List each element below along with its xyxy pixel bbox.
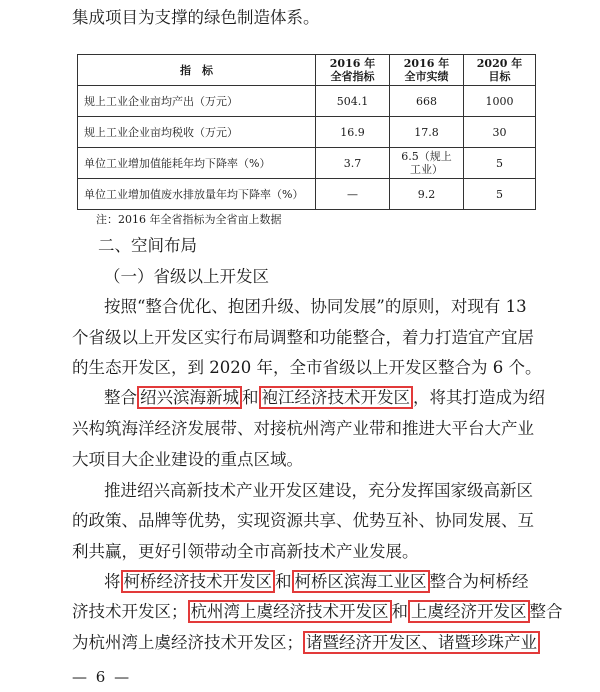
table-cell: 16.9	[316, 117, 390, 148]
intro-tail-line: 集成项目为支撑的绿色制造体系。	[72, 8, 320, 27]
paragraph-line: 利共赢，更好引领带动全市高新技术产业发展。	[72, 542, 419, 561]
table-cell: 单位工业增加值能耗年均下降率（%）	[78, 148, 316, 179]
highlight-box: 柯桥区滨海工业区	[292, 570, 430, 593]
highlight-box: 杭州湾上虞经济技术开发区	[188, 600, 392, 623]
section-heading: 二、空间布局	[98, 236, 197, 255]
highlight-box: 袍江经济技术开发区	[259, 386, 414, 409]
highlight-box: 柯桥经济技术开发区	[121, 570, 276, 593]
table-cell: 6.5（规上 工业）	[390, 148, 464, 179]
paragraph-line: 整合 绍兴滨海新城 和 袍江经济技术开发区 ，将其打造成为绍	[104, 388, 545, 407]
table-cell: 5	[464, 179, 536, 210]
table-cell: 1000	[464, 86, 536, 117]
table-row	[78, 179, 536, 210]
paragraph-line: 为杭州湾上虞经济技术开发区； 诸暨经济开发区、诸暨珍珠产业	[72, 633, 600, 653]
table-row	[78, 86, 536, 117]
table-header-row	[78, 55, 536, 86]
highlight-box: 绍兴滨海新城	[137, 386, 242, 409]
table-header-cell: 2016 年 全市实绩	[390, 55, 464, 86]
paragraph-line: 大项目大企业建设的重点区域。	[72, 450, 303, 469]
paragraph-line: 的政策、品牌等优势，实现资源共享、优势互补、协同发展、互	[72, 511, 534, 530]
table-cell: 单位工业增加值废水排放量年均下降率（%）	[78, 179, 316, 210]
table-cell: 504.1	[316, 86, 390, 117]
highlight-box: 上虞经济开发区	[408, 600, 530, 623]
table-cell: —	[316, 179, 390, 210]
table-row	[78, 148, 536, 179]
paragraph-line: 兴构筑海洋经济发展带、对接杭州湾产业带和推进大平台大产业	[72, 419, 534, 438]
paragraph-line: 按照“整合优化、抱团升级、协同发展”的原则，对现有 13	[104, 297, 527, 316]
table-cell: 3.7	[316, 148, 390, 179]
table-header-cell: 2020 年 目标	[464, 55, 536, 86]
sub-heading: （一）省级以上开发区	[104, 267, 269, 286]
table-cell: 5	[464, 148, 536, 179]
table-cell: 17.8	[390, 117, 464, 148]
indicator-table	[77, 54, 536, 210]
paragraph-line: 济技术开发区； 杭州湾上虞经济技术开发区 和 上虞经济开发区 整合	[72, 602, 563, 621]
highlight-box: 诸暨经济开发区、诸暨珍珠产业	[303, 631, 540, 654]
table-cell: 9.2	[390, 179, 464, 210]
table-header-cell: 2016 年 全省指标	[316, 55, 390, 86]
paragraph-line: 推进绍兴高新技术产业开发区建设，充分发挥国家级高新区	[104, 481, 533, 500]
table-header-cell: 指 标	[78, 55, 316, 86]
paragraph-line: 将 柯桥经济技术开发区 和 柯桥区滨海工业区 整合为柯桥经	[104, 572, 529, 591]
table-note: 注：2016 年全省指标为全省亩上数据	[96, 213, 282, 226]
page-number: — 6 —	[72, 668, 132, 686]
table-cell: 规上工业企业亩均税收（万元）	[78, 117, 316, 148]
paragraph-line: 个省级以上开发区实行布局调整和功能整合，着力打造宜产宜居	[72, 328, 534, 347]
paragraph-line: 的生态开发区，到 2020 年，全市省级以上开发区整合为 6 个。	[72, 358, 542, 377]
table-cell: 规上工业企业亩均产出（万元）	[78, 86, 316, 117]
table-cell: 30	[464, 117, 536, 148]
table-row	[78, 117, 536, 148]
table-cell: 668	[390, 86, 464, 117]
